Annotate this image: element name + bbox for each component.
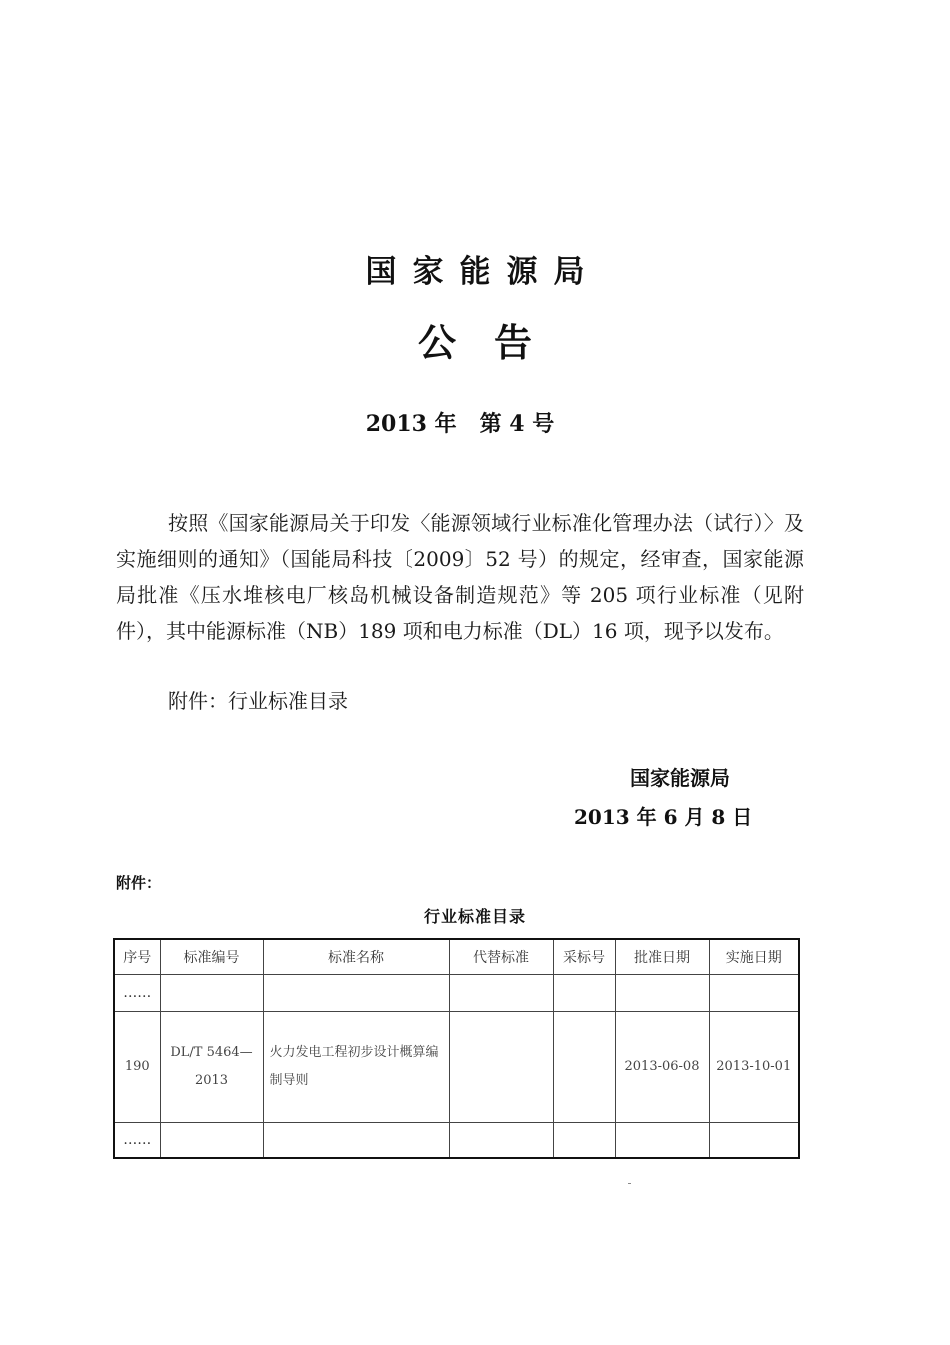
col-header-std-name: 标准名称 [263, 939, 449, 975]
table-title: 行业标准目录 [423, 907, 526, 926]
scan-speck [628, 1183, 631, 1184]
signature-date: 2013 年 6 月 8 日 [574, 805, 753, 829]
col-header-approve-date: 批准日期 [615, 939, 709, 975]
col-header-no: 序号 [114, 939, 160, 975]
issuing-organization: 国家能源局 [365, 254, 601, 290]
signature-organization: 国家能源局 [630, 766, 730, 790]
document-type-title: 公告 [417, 321, 570, 365]
col-header-replaces: 代替标准 [449, 939, 553, 975]
row-approve-date: 2013-06-08 [615, 1012, 709, 1123]
row-adopted [553, 1012, 615, 1123]
row-std-name: 火力发电工程初步设计概算编制导则 [263, 1012, 449, 1123]
document-number: 2013 年 第 4 号 [365, 411, 555, 437]
table-header-row [114, 939, 799, 975]
row-effective-date: 2013-10-01 [709, 1012, 799, 1123]
standards-table [113, 938, 800, 1159]
row-std-code: DL/T 5464—2013 [160, 1012, 263, 1123]
table-row [114, 1012, 799, 1123]
col-header-adopted: 采标号 [553, 939, 615, 975]
row-no: 190 [114, 1012, 160, 1123]
announcement-paragraph: 按照《国家能源局关于印发〈能源领域行业标准化管理办法（试行）〉及实施细则的通知》（国能局科技〔2009〕52 号）的规定，经审查，国家能源局批准《压水堆核电厂核岛机械设备制造规范》等 205 项行业标准（见附件），其中能源标准（NB）189 项和电力标准（DL）16 项，现予以发布。 [116, 511, 804, 643]
row-replaces [449, 1012, 553, 1123]
ellipsis-cell: …… [114, 1123, 160, 1159]
attachment-label: 附件： [116, 874, 162, 892]
attachment-reference: 附件：行业标准目录 [168, 689, 348, 713]
table-row-ellipsis [114, 975, 799, 1012]
col-header-std-code: 标准编号 [160, 939, 263, 975]
table-row-ellipsis [114, 1123, 799, 1159]
ellipsis-cell: …… [114, 975, 160, 1012]
col-header-effective-date: 实施日期 [709, 939, 799, 975]
